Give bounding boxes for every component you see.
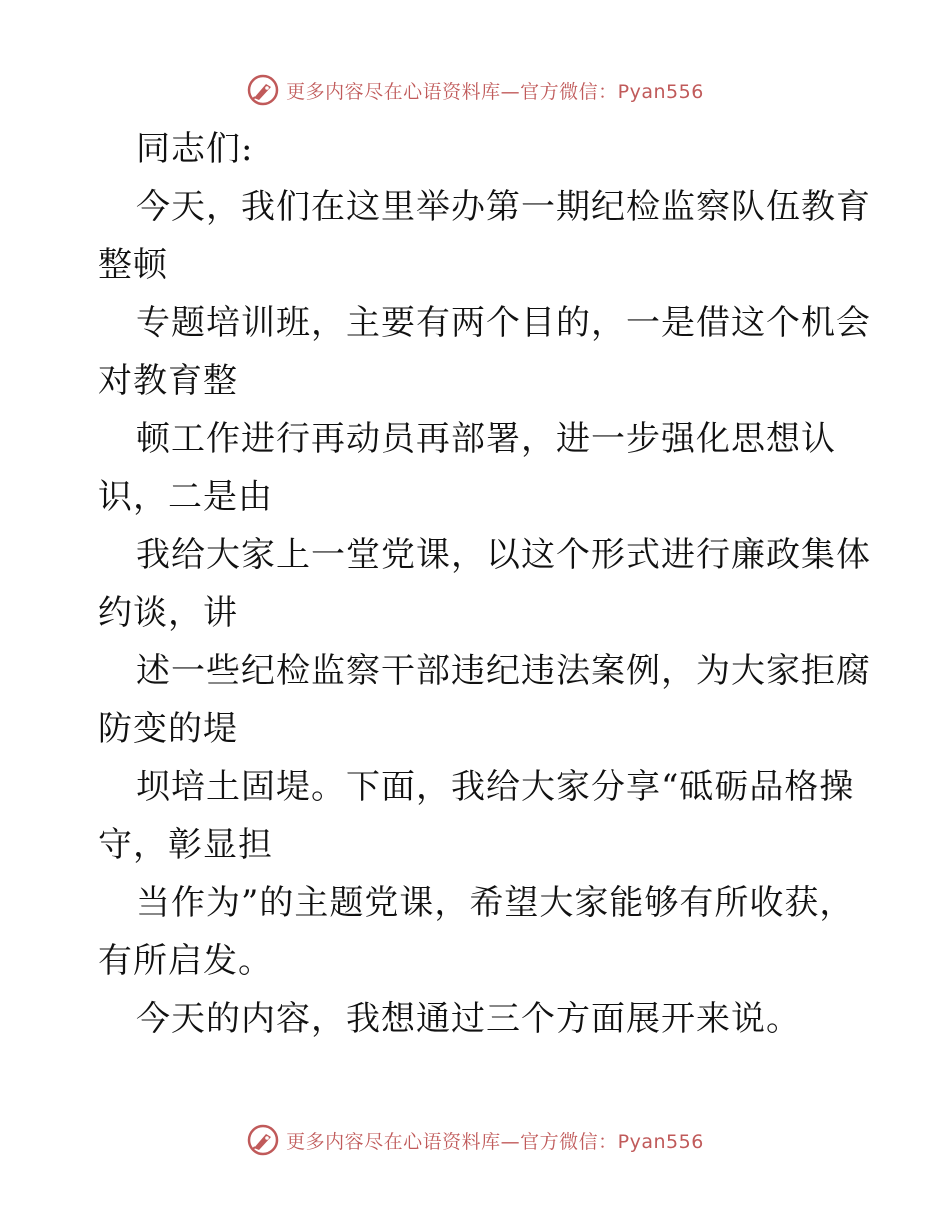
pen-nib-logo-icon: [246, 1123, 280, 1157]
paragraph-line: 守，彰显担: [98, 825, 273, 865]
paragraph-line: 述一些纪检监察干部违纪违法案例，为大家拒腐: [136, 651, 871, 691]
header-watermark: [0, 70, 950, 110]
paragraph-line: 我给大家上一堂党课，以这个形式进行廉政集体: [136, 535, 871, 575]
paragraph-line: 当作为”的主题党课，希望大家能够有所收获，: [136, 883, 855, 923]
paragraph-line: 今天，我们在这里举办第一期纪检监察队伍教育: [136, 187, 871, 227]
footer-watermark: [0, 1120, 950, 1160]
paragraph-line: 有所启发。: [98, 941, 273, 981]
paragraph-line: 顿工作进行再动员再部署，进一步强化思想认: [136, 419, 836, 459]
paragraph-line: 整顿: [98, 245, 168, 285]
pen-nib-logo-icon: [246, 73, 280, 107]
paragraph-line: 坝培土固堤。下面，我给大家分享“砥砺品格操: [136, 767, 855, 807]
paragraph-line: 对教育整: [98, 361, 238, 401]
document-body: [98, 120, 871, 1048]
paragraph-line: 防变的堤: [98, 709, 238, 749]
watermark-text: 更多内容尽在心语资料库—官方微信：Pyan556: [286, 80, 704, 103]
paragraph-line: 专题培训班，主要有两个目的，一是借这个机会: [136, 303, 871, 343]
salutation: 同志们:: [136, 129, 254, 169]
paragraph-line: 约谈，讲: [98, 593, 238, 633]
paragraph-line: 识，二是由: [98, 477, 273, 517]
watermark-text: 更多内容尽在心语资料库—官方微信：Pyan556: [286, 1130, 704, 1153]
paragraph-line: 今天的内容，我想通过三个方面展开来说。: [136, 999, 801, 1039]
